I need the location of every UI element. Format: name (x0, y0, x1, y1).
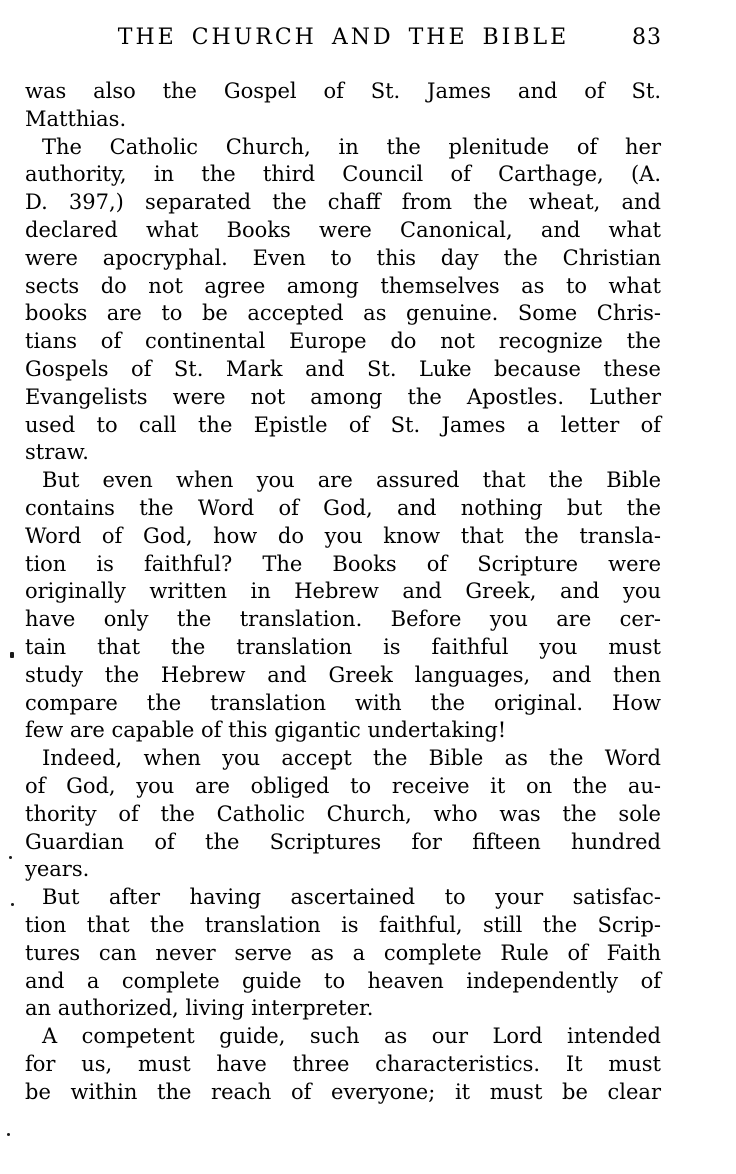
text-line: tures can never serve as a complete Rule of Faith (25, 940, 661, 965)
text-line: Matthias. (25, 106, 127, 131)
paragraph (25, 78, 661, 134)
text-line: for us, must have three characteristics. It must (25, 1051, 661, 1076)
text-line: was also the Gospel of St. James and of St. (25, 79, 661, 103)
text-line: But even when you are assured that the Bible (42, 468, 661, 493)
text-line: The Catholic Church, in the plenitude of her (42, 134, 661, 159)
text-line: and a complete guide to heaven independently of (25, 968, 661, 993)
running-header (25, 25, 662, 55)
text-line: Guardian of the Scriptures for fifteen hundred (25, 829, 661, 854)
text-line: originally written in Hebrew and Greek, and you (25, 579, 661, 604)
paragraph (25, 884, 661, 1023)
text-line: Gospels of St. Mark and St. Luke because these (25, 356, 661, 381)
text-line: an authorized, living interpreter. (25, 996, 374, 1021)
text-line: Evangelists were not among the Apostles. Luther (25, 384, 661, 409)
text-line: tion is faithful? The Books of Scripture were (25, 551, 661, 576)
paragraph (25, 1023, 661, 1106)
running-title: THE CHURCH AND THE BIBLE (117, 25, 570, 50)
text-line: years. (25, 857, 90, 882)
text-line: books are to be accepted as genuine. Some Chris- (25, 301, 661, 326)
text-line: authority, in the third Council of Carthage, (A. (25, 162, 661, 187)
page-text (25, 78, 661, 1106)
text-line: A competent guide, such as our Lord intended (42, 1024, 661, 1049)
paragraph (25, 745, 661, 884)
text-line: declared what Books were Canonical, and what (25, 217, 661, 242)
paragraph (25, 134, 661, 468)
scan-artifact (9, 856, 12, 859)
scan-artifact (10, 652, 14, 658)
text-line: Indeed, when you accept the Bible as the Word (42, 746, 661, 771)
scan-artifact (11, 903, 14, 906)
text-line: compare the translation with the original. How (25, 690, 661, 715)
scan-artifact (7, 1133, 10, 1136)
text-line: Word of God, how do you know that the transla- (25, 523, 661, 548)
text-line: were apocryphal. Even to this day the Christian (25, 245, 661, 270)
text-line: be within the reach of everyone; it must be clear (25, 1079, 661, 1104)
text-line: few are capable of this gigantic undertaking! (25, 718, 507, 743)
text-line: contains the Word of God, and nothing but the (25, 495, 661, 520)
text-line: But after having ascertained to your satisfac- (42, 885, 661, 910)
text-line: used to call the Epistle of St. James a letter of (25, 412, 661, 437)
text-line: tain that the translation is faithful you must (25, 634, 661, 659)
text-line: straw. (25, 440, 89, 465)
text-line: study the Hebrew and Greek languages, and then (25, 662, 661, 687)
text-line: of God, you are obliged to receive it on the au- (25, 773, 661, 798)
text-line: D. 397,) separated the chaff from the wheat, and (25, 190, 661, 215)
text-line: have only the translation. Before you are cer- (25, 607, 661, 632)
text-line: thority of the Catholic Church, who was the sole (25, 801, 661, 826)
page-number: 83 (632, 25, 662, 50)
text-line: tians of continental Europe do not recognize the (25, 329, 661, 354)
text-line: tion that the translation is faithful, still the Scrip- (25, 912, 661, 937)
text-line: sects do not agree among themselves as to what (25, 273, 661, 298)
paragraph (25, 467, 661, 745)
